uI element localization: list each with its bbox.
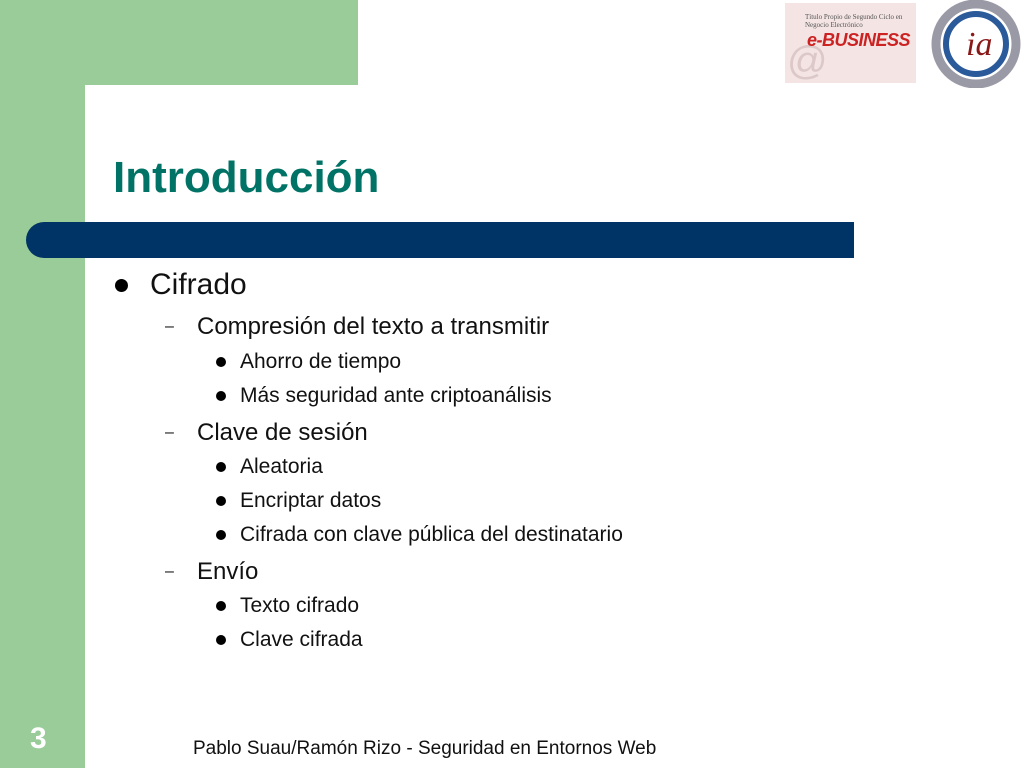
bullet-dot-icon [216,635,226,645]
sub-bullet-text: Clave de sesión [197,419,368,446]
title-underline-bar [26,222,854,258]
sub-sub-bullet-text: Clave cifrada [240,628,363,651]
sub-sub-bullet-text: Ahorro de tiempo [240,350,402,373]
sub-sub-bullet-item [216,455,323,479]
sub-sub-bullet-text: Cifrada con clave pública del destinatario [240,523,623,546]
bullet-dot-icon [216,530,226,540]
dash-icon: – [165,424,174,441]
page-number: 3 [30,722,47,755]
dash-icon: – [165,318,174,335]
bullet-text: Cifrado [150,268,247,301]
sub-bullet-text: Compresión del texto a transmitir [197,313,550,340]
cia-logo [930,0,1024,88]
bullet-dot-icon [115,279,128,292]
dash-icon: – [165,563,174,580]
ebusiness-logo-text: e-BUSINESS [807,30,911,50]
ebusiness-logo [785,3,916,83]
cia-logo-icon [930,0,1024,88]
sub-sub-bullet-item [216,350,401,374]
bullet-dot-icon [216,496,226,506]
green-sidebar [0,0,85,768]
sub-sub-bullet-item [216,489,381,513]
sub-bullet-item [165,558,258,586]
svg-text:ia: ia [966,26,993,63]
sub-sub-bullet-text: Aleatoria [240,455,323,478]
bullet-dot-icon [216,391,226,401]
green-top-band [0,0,358,85]
sub-sub-bullet-text: Más seguridad ante criptoanálisis [240,384,552,407]
bullet-dot-icon [216,601,226,611]
sub-sub-bullet-item [216,628,363,652]
sub-sub-bullet-item [216,523,623,547]
sub-bullet-text: Envío [197,558,259,585]
ebusiness-logo-subtitle: Título Propio de Segundo Ciclo en Negocio Electrónico [805,13,903,29]
at-sign-icon: @ [787,39,828,83]
sub-bullet-item [165,313,549,341]
sub-sub-bullet-item [216,384,552,408]
bullet-dot-icon [216,357,226,367]
footer-text: Pablo Suau/Ramón Rizo - Seguridad en Entornos Web [193,738,657,759]
sub-sub-bullet-item [216,594,359,618]
sub-bullet-item [165,419,368,447]
bullet-dot-icon [216,462,226,472]
sub-sub-bullet-text: Texto cifrado [240,594,360,617]
sub-sub-bullet-text: Encriptar datos [240,489,382,512]
slide-title: Introducción [113,153,380,202]
bullet-item [115,268,247,302]
